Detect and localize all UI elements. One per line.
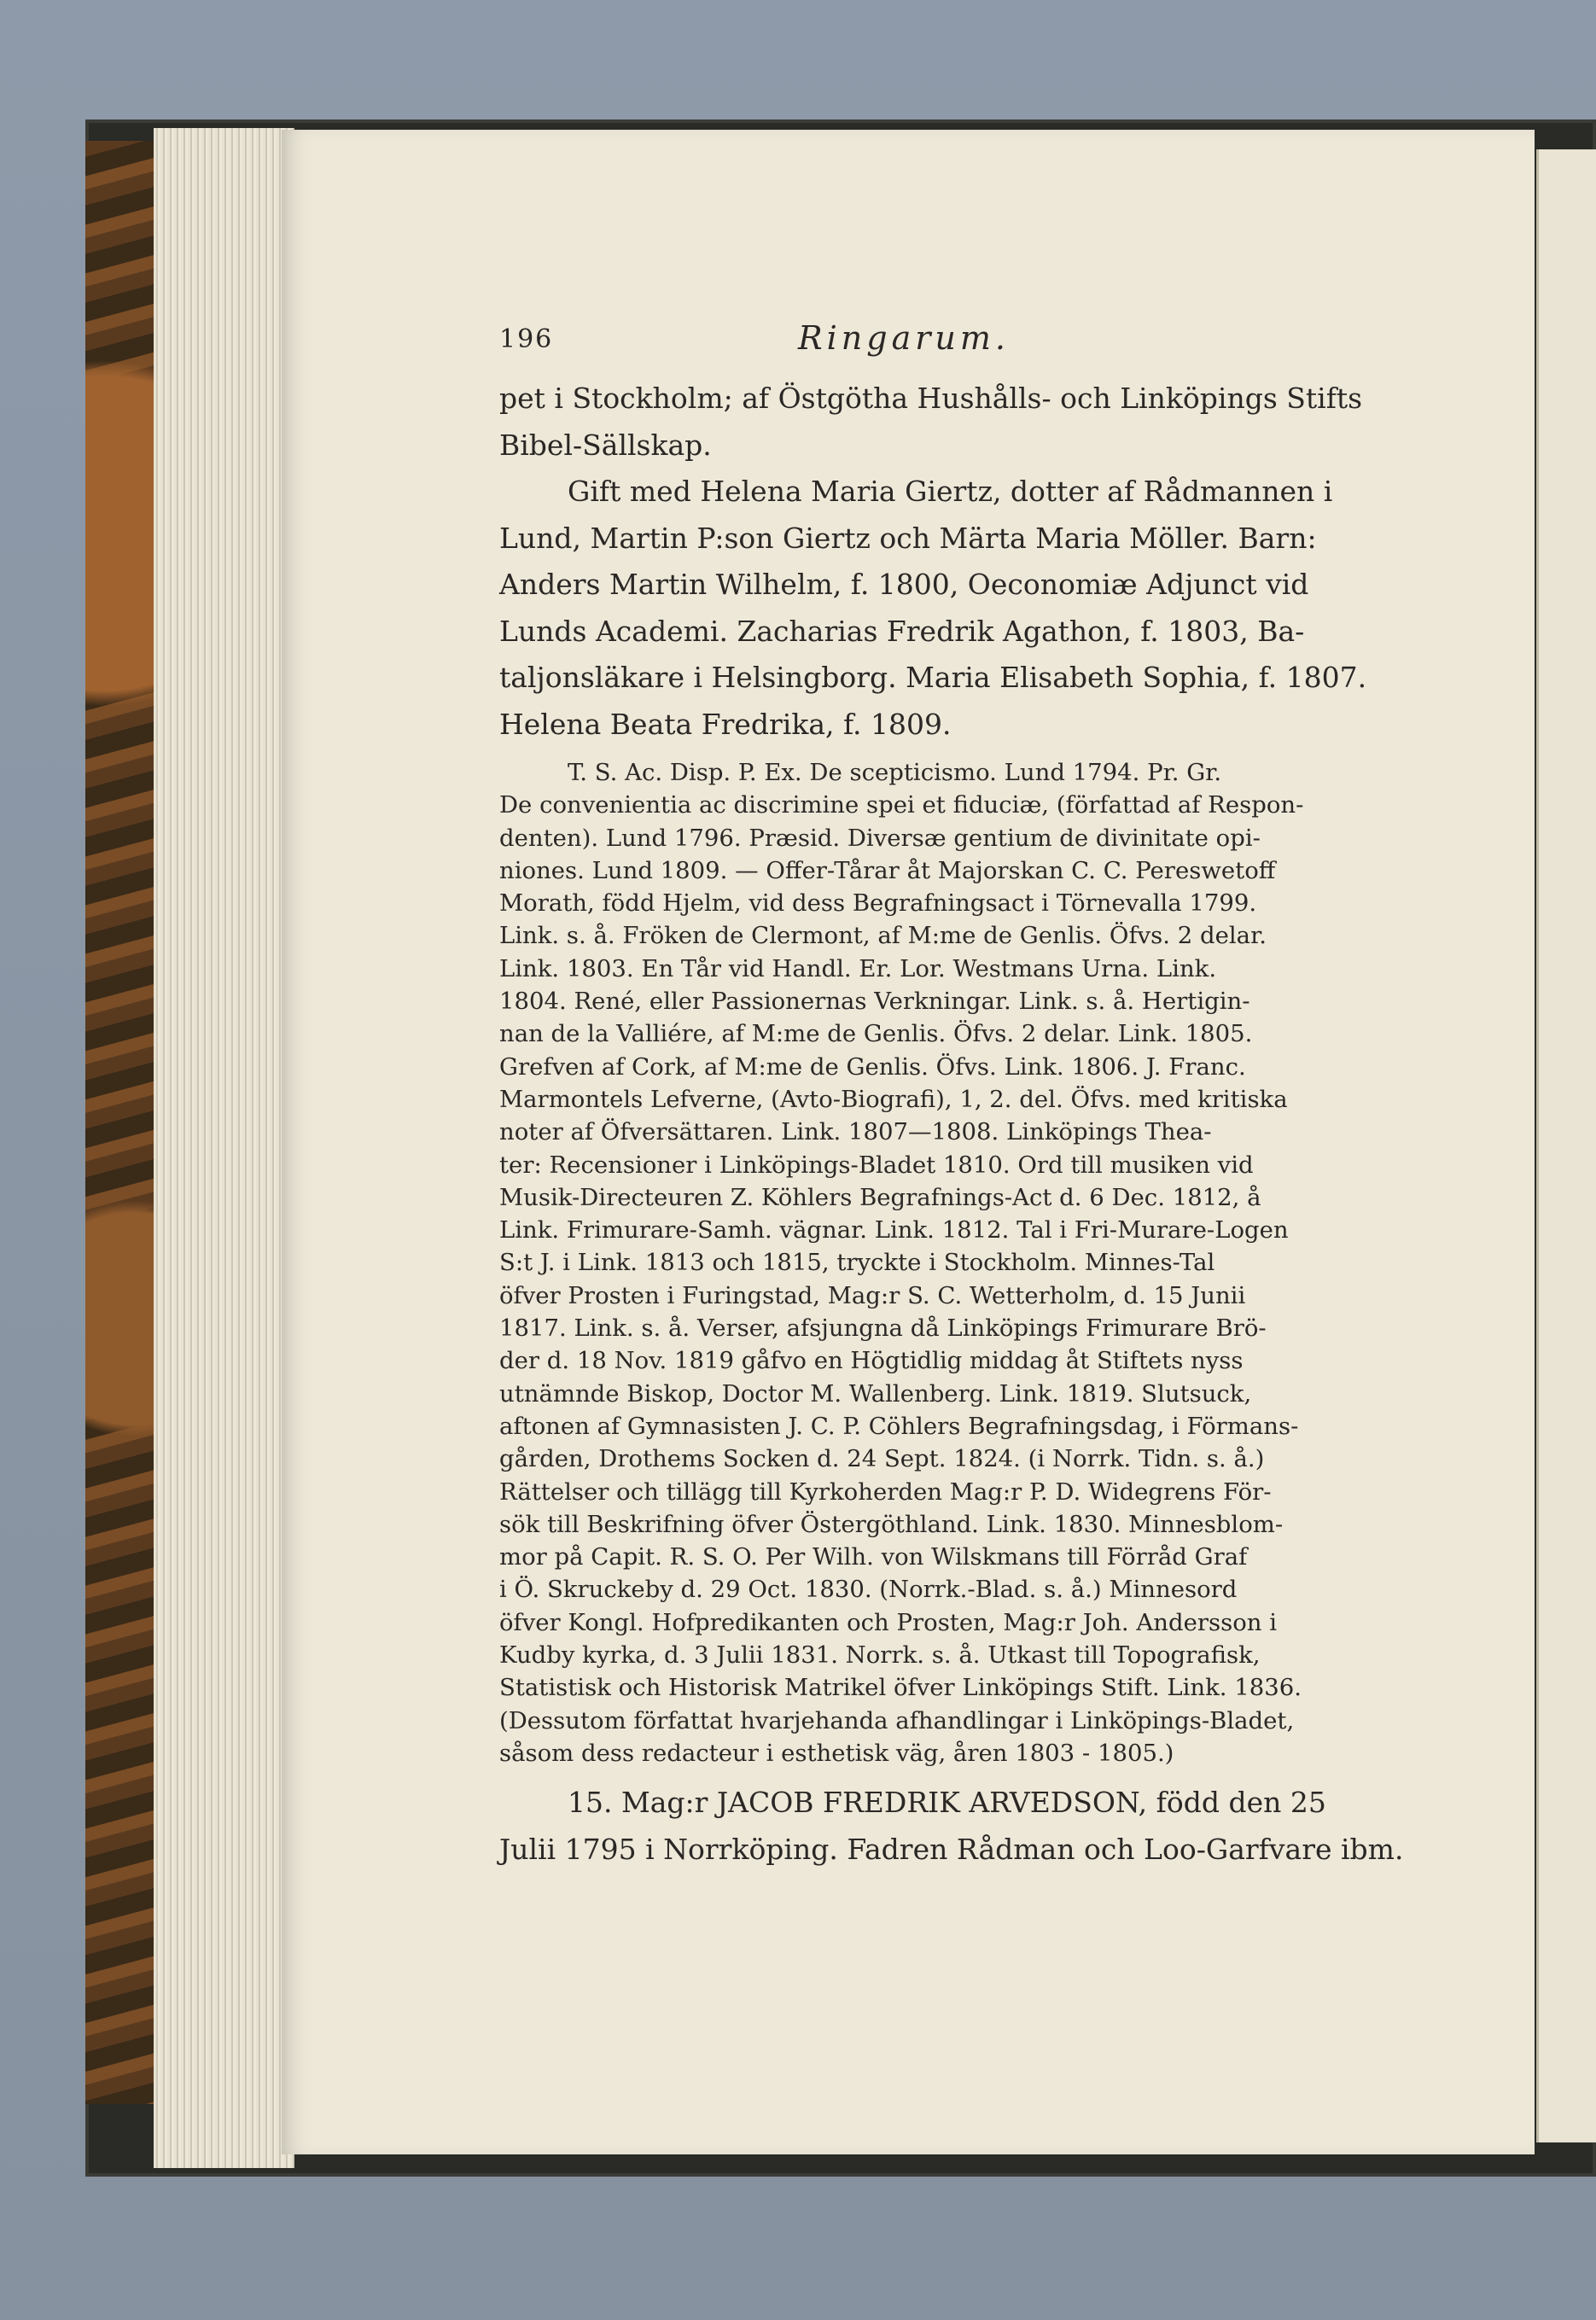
text-line: Bibel-Sällskap. bbox=[499, 428, 712, 462]
text-line: denten). Lund 1796. Præsid. Diversæ gentium de divinitate opi- bbox=[499, 824, 1261, 852]
text-line: Marmontels Lefverne, (Avto-Biografi), 1, 2. del. Öfvs. med kritiska bbox=[499, 1085, 1288, 1113]
text-line: 15. Mag:r JACOB FREDRIK ARVEDSON, född den 25 bbox=[568, 1786, 1326, 1820]
text-line: pet i Stockholm; af Östgötha Hushålls- och Linköpings Stifts bbox=[499, 382, 1363, 415]
text-line: sök till Beskrifning öfver Östergöthland. Link. 1830. Minnesblom- bbox=[499, 1510, 1284, 1538]
text-line: såsom dess redacteur i esthetisk väg, åren 1803 - 1805.) bbox=[499, 1739, 1174, 1767]
text-line: gården, Drothems Socken d. 24 Sept. 1824. (i Norrk. Tidn. s. å.) bbox=[499, 1445, 1265, 1473]
text-line: 1817. Link. s. å. Verser, afsjungna då Linköpings Frimurare Brö- bbox=[499, 1314, 1267, 1343]
text-line: nan de la Valliére, af M:me de Genlis. Öfvs. 2 delar. Link. 1805. bbox=[499, 1020, 1253, 1048]
page-text bbox=[499, 319, 1421, 1873]
text-line: noter af Öfversättaren. Link. 1807—1808. Linköpings Thea- bbox=[499, 1118, 1212, 1146]
text-line: Rättelser och tillägg till Kyrkoherden Mag:r P. D. Widegrens För- bbox=[499, 1478, 1272, 1506]
running-title: Ringarum. bbox=[798, 319, 1010, 357]
text-line: T. S. Ac. Disp. P. Ex. De scepticismo. Lund 1794. Pr. Gr. bbox=[568, 759, 1222, 786]
paragraph-entry-15 bbox=[499, 1780, 1421, 1873]
text-line: öfver Prosten i Furingstad, Mag:r S. C. Wetterholm, d. 15 Junii bbox=[499, 1281, 1246, 1309]
text-line: öfver Kongl. Hofpredikanten och Prosten, Mag:r Joh. Andersson i bbox=[499, 1608, 1278, 1636]
text-line: Link. s. å. Fröken de Clermont, af M:me de Genlis. Öfvs. 2 delar. bbox=[499, 922, 1267, 950]
text-line: mor på Capit. R. S. O. Per Wilh. von Wilskmans till Förråd Graf bbox=[499, 1543, 1248, 1571]
page-stack-edge bbox=[154, 128, 294, 2168]
text-line: S:t J. i Link. 1813 och 1815, tryckte i Stockholm. Minnes-Tal bbox=[499, 1249, 1215, 1277]
paragraph-works bbox=[499, 756, 1421, 1769]
text-line: i Ö. Skruckeby d. 29 Oct. 1830. (Norrk.-Blad. s. å.) Minnesord bbox=[499, 1576, 1238, 1604]
page-number: 196 bbox=[499, 324, 554, 354]
text-line: Lund, Martin P:son Giertz och Märta Maria Möller. Barn: bbox=[499, 521, 1317, 555]
text-line: Statistisk och Historisk Matrikel öfver Linköpings Stift. Link. 1836. bbox=[499, 1674, 1302, 1702]
text-line: De convenientia ac discrimine spei et fiduciæ, (författad af Respon- bbox=[499, 791, 1304, 819]
text-line: Link. 1803. En Tår vid Handl. Er. Lor. Westmans Urna. Link. bbox=[499, 954, 1217, 982]
text-line: ter: Recensioner i Linköpings-Bladet 1810. Ord till musiken vid bbox=[499, 1151, 1254, 1179]
marbled-cover-edge bbox=[85, 141, 154, 2104]
text-line: utnämnde Biskop, Doctor M. Wallenberg. Link. 1819. Slutsuck, bbox=[499, 1379, 1252, 1408]
text-line: Helena Beata Fredrika, f. 1809. bbox=[499, 707, 952, 741]
text-line: Gift med Helena Maria Giertz, dotter af Rådmannen i bbox=[568, 475, 1333, 508]
running-head bbox=[499, 319, 1421, 376]
paragraph-marriage bbox=[499, 469, 1421, 748]
text-line: 1804. René, eller Passionernas Verkningar. Link. s. å. Hertigin- bbox=[499, 988, 1250, 1016]
text-line: Grefven af Cork, af M:me de Genlis. Öfvs. Link. 1806. J. Franc. bbox=[499, 1052, 1246, 1081]
text-line: aftonen af Gymnasisten J. C. P. Cöhlers Begrafningsdag, i Förmans- bbox=[499, 1412, 1299, 1440]
text-line: Kudby kyrka, d. 3 Julii 1831. Norrk. s. å. Utkast till Topografisk, bbox=[499, 1641, 1261, 1670]
text-line: Morath, född Hjelm, vid dess Begrafningsact i Törnevalla 1799. bbox=[499, 889, 1257, 918]
text-line: Musik-Directeuren Z. Köhlers Begrafnings-Act d. 6 Dec. 1812, å bbox=[499, 1183, 1261, 1211]
paragraph-intro bbox=[499, 376, 1421, 469]
text-line: Link. Frimurare-Samh. vägnar. Link. 1812. Tal i Fri-Murare-Logen bbox=[499, 1216, 1289, 1245]
text-line: Anders Martin Wilhelm, f. 1800, Oeconomiæ Adjunct vid bbox=[499, 568, 1309, 601]
text-line: Julii 1795 i Norrköping. Fadren Rådman och Loo-Garfvare ibm. bbox=[499, 1832, 1404, 1866]
text-line: der d. 18 Nov. 1819 gåfvo en Högtidlig middag åt Stiftets nyss bbox=[499, 1347, 1244, 1375]
text-line: Lunds Academi. Zacharias Fredrik Agathon, f. 1803, Ba- bbox=[499, 614, 1305, 648]
facing-page-edge bbox=[1536, 149, 1596, 2142]
text-line: (Dessutom författat hvarjehanda afhandlingar i Linköpings-Bladet, bbox=[499, 1706, 1295, 1734]
text-line: taljonsläkare i Helsingborg. Maria Elisabeth Sophia, f. 1807. bbox=[499, 661, 1367, 694]
text-line: niones. Lund 1809. — Offer-Tårar åt Majorskan C. C. Pereswetoff bbox=[499, 856, 1276, 884]
